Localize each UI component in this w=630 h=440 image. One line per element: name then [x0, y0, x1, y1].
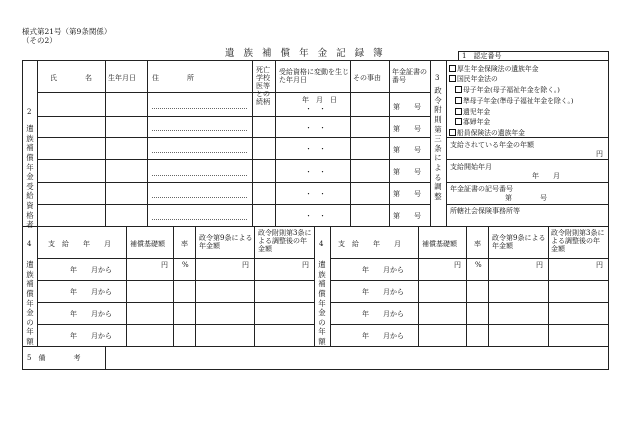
cert-number-cell: 第 号 [393, 146, 421, 154]
sheet-label: （その2） [22, 36, 57, 45]
date-header: 年 月 日 [302, 96, 337, 104]
col-adjusted: 政令附則第3条による調整後の年金額 [258, 229, 312, 254]
cert-symbol-number: 第 号 [505, 194, 547, 202]
year-month-unit: 年 月 [532, 172, 560, 180]
col-art9: 政令第9条による年金額 [492, 234, 546, 251]
col-period: 支 給 年 月 [338, 240, 401, 248]
yen-unit: 円 [161, 261, 168, 269]
check-kafu[interactable]: 寡婦年金 [455, 116, 490, 126]
page-title: 遺 族 補 償 年 金 記 録 簿 [225, 48, 386, 59]
check-kokumin[interactable]: 国民年金法の [449, 73, 498, 83]
checkbox-icon [455, 86, 462, 93]
remarks-field[interactable] [106, 347, 607, 368]
col-art9: 政令第9条による年金額 [199, 234, 253, 251]
checkbox-icon [449, 129, 456, 136]
paid-pension-label: 支給されている年金の年額 [450, 141, 534, 149]
date-dots: ・ ・ [305, 105, 326, 113]
cert-number-cell: 第 号 [393, 168, 421, 176]
col-address: 住 所 [152, 74, 194, 82]
col-change-date: 受給資格に変動を生じた年月日 [279, 68, 349, 85]
col-school-relation: 死亡学校医等との続柄 [256, 66, 270, 107]
section2-side-label: 遺族補償年金受給資格者 [26, 124, 34, 230]
date-dots: ・ ・ [305, 190, 326, 198]
col-rate: 率 [474, 240, 481, 248]
section2-number: 2 [27, 108, 32, 116]
section4-number: 4 [27, 240, 32, 248]
cert-number-cell: 第 号 [393, 125, 421, 133]
section4-number: 4 [319, 240, 324, 248]
certification-number-label: 1 認定番号 [462, 52, 502, 60]
col-birthdate: 生年月日 [108, 74, 136, 82]
date-dots: ・ ・ [305, 212, 326, 220]
yen-unit: 円 [536, 261, 543, 269]
cert-number-cell: 第 号 [393, 212, 421, 220]
cert-number-cell: 第 号 [393, 103, 421, 111]
checkbox-icon [449, 65, 456, 72]
check-boshi[interactable]: 母子年金(母子福祉年金を除く。) [455, 84, 560, 94]
yen-unit: 円 [596, 261, 603, 269]
percent-unit: % [475, 261, 482, 269]
percent-unit: % [182, 261, 189, 269]
col-base: 補償基礎額 [130, 240, 165, 248]
period-from: 年 月から [70, 332, 112, 340]
col-cert-number: 年金証書の番号 [392, 68, 427, 85]
date-dots: ・ ・ [305, 168, 326, 176]
period-from: 年 月から [70, 310, 112, 318]
check-junboshi[interactable]: 準母子年金(準母子福祉年金を除く。) [455, 95, 574, 105]
remarks-label: 5 備 考 [27, 354, 81, 362]
section4-side-label: 遺族補償年金の年額 [26, 260, 34, 346]
period-from: 年 月から [362, 288, 404, 296]
period-from: 年 月から [362, 310, 404, 318]
checkbox-icon [455, 97, 462, 104]
date-dots: ・ ・ [305, 145, 326, 153]
col-base: 補償基礎額 [422, 240, 457, 248]
col-period: 支 給 年 月 [48, 240, 111, 248]
cert-number-cell: 第 号 [393, 190, 421, 198]
col-rate: 率 [181, 240, 188, 248]
period-from: 年 月から [70, 266, 112, 274]
section3-number: 3 [435, 74, 440, 82]
yen-unit: 円 [302, 261, 309, 269]
period-from: 年 月から [362, 266, 404, 274]
period-from: 年 月から [362, 332, 404, 340]
checkbox-icon [449, 75, 456, 82]
checkbox-icon [455, 118, 462, 125]
yen-unit: 円 [454, 261, 461, 269]
section4-side-label: 遺族補償年金の年額 [318, 260, 326, 346]
yen-unit: 円 [596, 150, 603, 158]
section3-side-label: 政令附則第三条による調整 [434, 86, 442, 201]
check-kosei[interactable]: 厚生年金保険法の遺族年金 [449, 63, 539, 73]
check-iji[interactable]: 遺児年金 [455, 106, 490, 116]
period-from: 年 月から [70, 288, 112, 296]
form-number: 様式第21号（第9条関係） [22, 27, 112, 36]
checkbox-icon [455, 108, 462, 115]
col-reason: その事由 [353, 74, 381, 82]
date-dots: ・ ・ [305, 124, 326, 132]
col-adjusted: 政令附則第3条による調整後の年金額 [551, 229, 605, 254]
start-month-label: 支給開始年月 [450, 163, 492, 171]
col-name: 氏 名 [50, 74, 92, 82]
cert-symbol-label: 年金証書の記号番号 [450, 185, 513, 193]
check-senin[interactable]: 船員保険法の遺族年金 [449, 127, 525, 137]
yen-unit: 円 [242, 261, 249, 269]
office-label: 所轄社会保険事務所等 [450, 207, 520, 215]
